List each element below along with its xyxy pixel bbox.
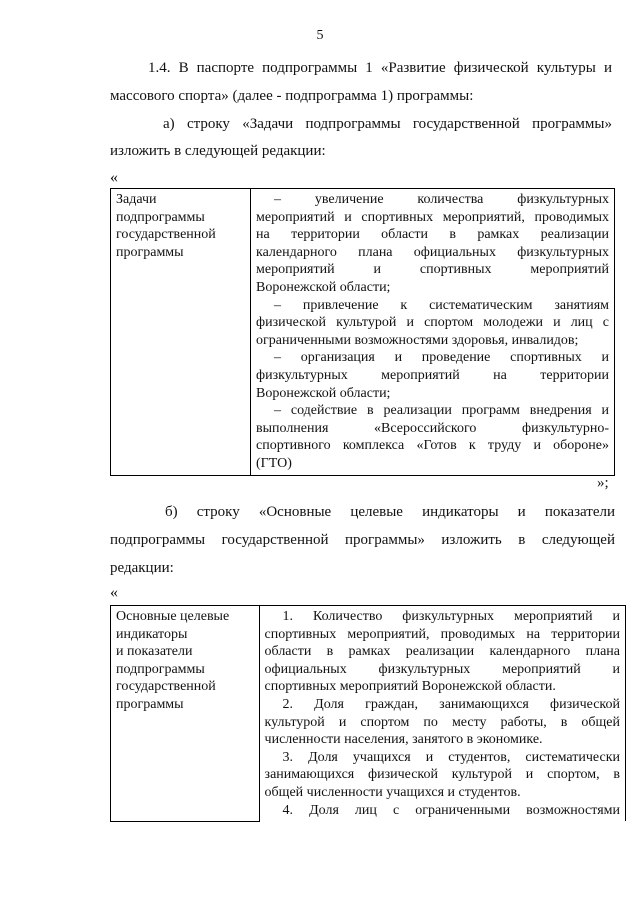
tasks-content-line: спортивного комплекса «Готов к труду и обороне»: [256, 438, 609, 454]
open-quote-1: «: [110, 169, 118, 186]
indicators-label-line: программы: [116, 696, 184, 712]
tasks-content-line: Воронежской области;: [256, 385, 391, 401]
tasks-content-line: – увеличение количества физкультурных: [274, 192, 609, 207]
section-1-4-line2: массового спорта» (далее - подпрограмма 1) программы:: [110, 88, 474, 104]
indicators-label-line: и показатели: [116, 644, 193, 660]
indicators-content-line: общей численности учащихся и студентов.: [264, 784, 521, 800]
indicators-content-line: численности населения, занятого в экономике.: [264, 732, 543, 748]
indicators-content-line: 1. Количество физкультурных мероприятий и: [282, 609, 620, 624]
indicators-label-line: индикаторы: [116, 626, 188, 642]
item-a-line2: изложить в следующей редакции:: [110, 143, 326, 159]
tasks-content-line: выполнения «Всероссийского физкультурно-: [256, 420, 609, 436]
tasks-label-line: программы: [116, 244, 184, 260]
indicators-label-line: государственной: [116, 679, 216, 695]
tasks-table: [110, 188, 615, 476]
tasks-label-line: подпрограммы: [116, 209, 205, 225]
table-row: [111, 606, 626, 822]
item-a-line1: а) строку «Задачи подпрограммы государственной программы»: [163, 116, 612, 132]
indicators-content-line: 3. Доля учащихся и студентов, систематически: [282, 749, 620, 765]
indicators-label-line: Основные целевые: [116, 609, 230, 624]
tasks-content-line: ограниченными возможностями здоровья, инвалидов;: [256, 332, 579, 348]
tasks-content-line: – содействие в реализации программ внедрения и: [274, 403, 609, 419]
indicators-content-line: 2. Доля граждан, занимающихся физической: [282, 696, 620, 712]
item-b-line3: редакции:: [110, 560, 174, 576]
section-1-4-line1: 1.4. В паспорте подпрограммы 1 «Развитие физической культуры и: [148, 60, 612, 76]
indicators-content-line: официальных физкультурных мероприятий и: [264, 661, 620, 677]
tasks-label-text: [116, 191, 245, 261]
indicators-content-line: 4. Доля лиц с ограниченными возможностями: [282, 802, 620, 818]
tasks-content-line: Воронежской области;: [256, 279, 391, 295]
tasks-content-line: – привлечение к систематическим занятиям: [274, 297, 609, 313]
indicators-label-cell: [111, 606, 260, 822]
tasks-content-line: – организация и проведение спортивных и: [274, 350, 609, 366]
tasks-content-line: физкультурных мероприятий на территории: [256, 367, 609, 383]
page-number: 5: [316, 28, 324, 43]
item-b-line2: подпрограммы государственной программы» изложить в следующей: [110, 532, 615, 548]
indicators-content-line: культурой и спортом по месту работы, в общей: [264, 714, 620, 730]
tasks-content-line: физической культурой и спортом молодежи и лиц с: [256, 315, 609, 331]
tasks-content-line: на территории области в рамках реализации: [256, 227, 609, 243]
indicators-content-line: спортивных мероприятий, проводимых на территории: [264, 626, 620, 642]
indicators-content-line: области в рамках реализации календарного плана: [264, 644, 620, 660]
tasks-content-text: [256, 191, 609, 473]
tasks-content-line: (ГТО): [256, 455, 292, 471]
close-quote-1: »;: [597, 475, 609, 491]
indicators-content-text: [265, 608, 620, 819]
indicators-content-line: занимающихся физической культурой и спортом, в: [264, 767, 620, 783]
tasks-content-cell: [251, 189, 615, 476]
indicators-content-line: спортивных мероприятий Воронежской области.: [264, 679, 556, 695]
item-b-line1: б) строку «Основные целевые индикаторы и показатели: [165, 504, 615, 520]
indicators-table: [110, 605, 626, 822]
tasks-content-line: мероприятий и спортивных мероприятий: [256, 262, 609, 278]
tasks-label-cell: [111, 189, 251, 476]
open-quote-2: «: [110, 584, 118, 601]
tasks-content-line: календарного плана официальных физкультурных: [256, 244, 609, 260]
tasks-label-line: Задачи: [116, 192, 157, 207]
indicators-label-line: подпрограммы: [116, 661, 205, 677]
tasks-content-line: мероприятий и спортивных мероприятий, проводимых: [256, 209, 609, 225]
indicators-content-cell: [259, 606, 625, 822]
table-row: [111, 189, 615, 476]
tasks-label-line: государственной: [116, 227, 216, 243]
indicators-label-text: [116, 608, 254, 714]
